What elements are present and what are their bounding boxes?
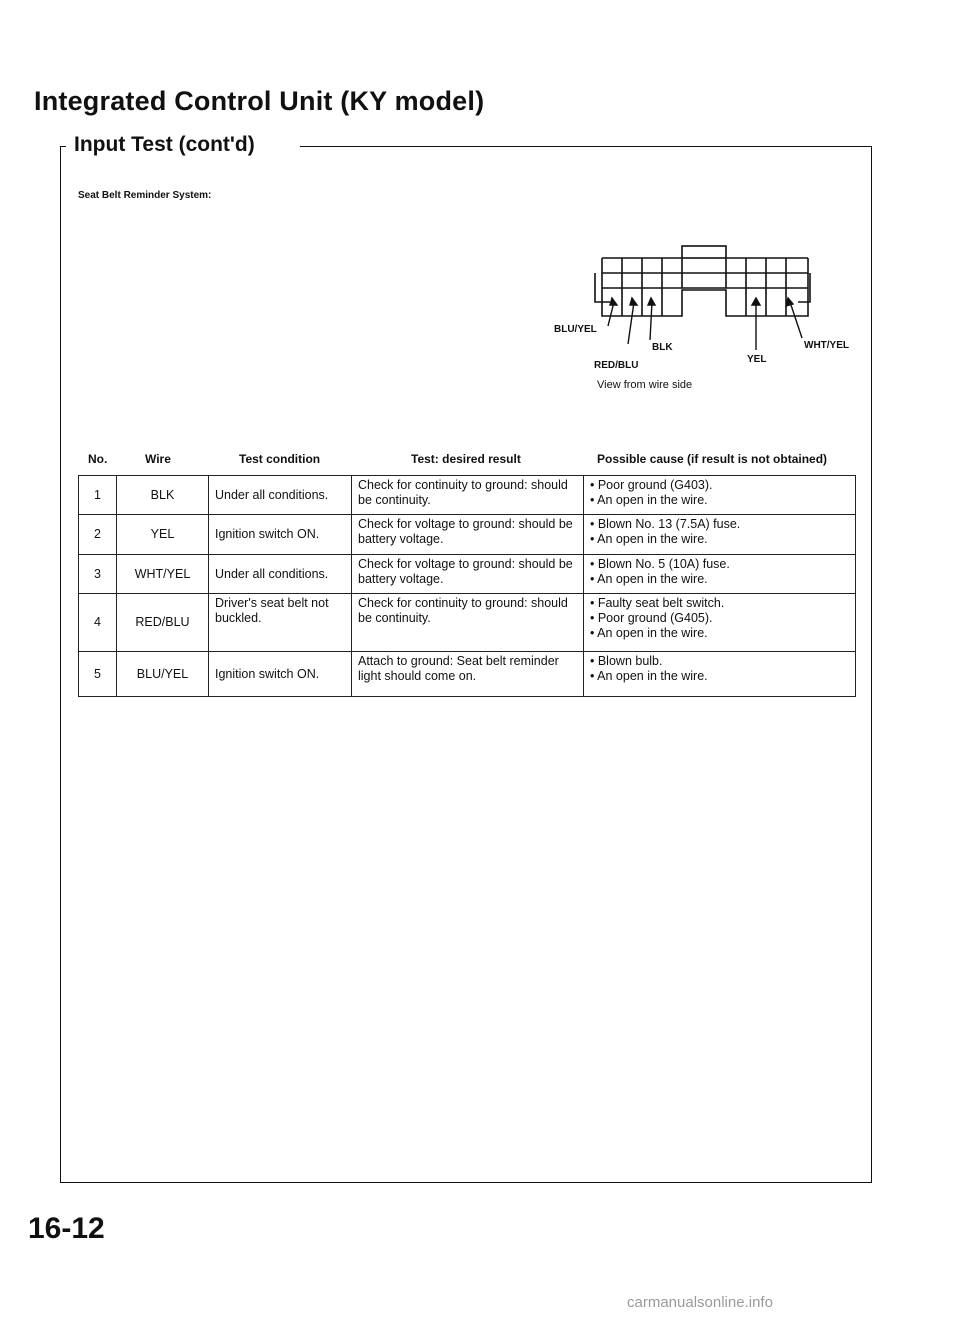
watermark: carmanualsonline.info — [627, 1294, 773, 1311]
row-causes — [584, 476, 856, 515]
row-wire: RED/BLU — [117, 594, 209, 652]
cause-item: • Blown bulb. — [590, 654, 663, 668]
row-number: 1 — [79, 476, 117, 515]
row-condition: Ignition switch ON. — [209, 652, 352, 697]
cause-item: • An open in the wire. — [590, 572, 708, 586]
connector-caption: View from wire side — [597, 379, 693, 391]
row-condition: Under all conditions. — [209, 555, 352, 594]
row-number: 5 — [79, 652, 117, 697]
table-row — [79, 476, 856, 515]
row-result: Attach to ground: Seat belt reminder light should come on. — [352, 652, 584, 697]
row-condition: Under all conditions. — [209, 476, 352, 515]
row-result: Check for continuity to ground: should be continuity. — [352, 594, 584, 652]
table-row — [79, 594, 856, 652]
wire-label-red-blu: RED/BLU — [594, 360, 639, 371]
table-row — [79, 555, 856, 594]
row-result: Check for voltage to ground: should be battery voltage. — [352, 515, 584, 555]
cause-item: • Faulty seat belt switch. — [590, 596, 725, 610]
cause-item: • An open in the wire. — [590, 626, 708, 640]
row-result: Check for continuity to ground: should be continuity. — [352, 476, 584, 515]
row-causes — [584, 555, 856, 594]
cause-item: • An open in the wire. — [590, 493, 708, 507]
table-row — [79, 515, 856, 555]
page-title: Integrated Control Unit (KY model) — [34, 86, 485, 116]
cause-item: • Poor ground (G403). — [590, 478, 713, 492]
cause-item: • Blown No. 5 (10A) fuse. — [590, 557, 730, 571]
connector-diagram — [540, 240, 870, 400]
row-wire: BLU/YEL — [117, 652, 209, 697]
row-causes — [584, 515, 856, 555]
table-row — [79, 652, 856, 697]
cause-item: • Blown No. 13 (7.5A) fuse. — [590, 517, 741, 531]
row-wire: BLK — [117, 476, 209, 515]
header-desired-result: Test: desired result — [411, 452, 521, 466]
system-label: Seat Belt Reminder System: — [78, 190, 212, 201]
header-test-condition: Test condition — [239, 452, 321, 466]
row-number: 2 — [79, 515, 117, 555]
wire-label-blu-yel: BLU/YEL — [554, 324, 597, 335]
page-number: 16-12 — [28, 1212, 105, 1245]
header-possible-cause: Possible cause (if result is not obtained) — [597, 452, 828, 466]
header-wire: Wire — [145, 452, 171, 466]
row-wire: WHT/YEL — [117, 555, 209, 594]
row-causes — [584, 652, 856, 697]
input-test-table — [78, 475, 856, 697]
wire-label-blk: BLK — [652, 342, 673, 353]
row-number: 4 — [79, 594, 117, 652]
row-causes — [584, 594, 856, 652]
wire-label-yel: YEL — [747, 354, 767, 365]
row-number: 3 — [79, 555, 117, 594]
section-title: Input Test (cont'd) — [70, 133, 259, 157]
wire-label-wht-yel: WHT/YEL — [804, 340, 849, 351]
row-condition: Driver's seat belt not buckled. — [209, 594, 352, 652]
cause-item: • Poor ground (G405). — [590, 611, 713, 625]
row-wire: YEL — [117, 515, 209, 555]
row-result: Check for voltage to ground: should be battery voltage. — [352, 555, 584, 594]
header-no: No. — [88, 452, 108, 466]
cause-item: • An open in the wire. — [590, 669, 708, 683]
row-condition: Ignition switch ON. — [209, 515, 352, 555]
cause-item: • An open in the wire. — [590, 532, 708, 546]
